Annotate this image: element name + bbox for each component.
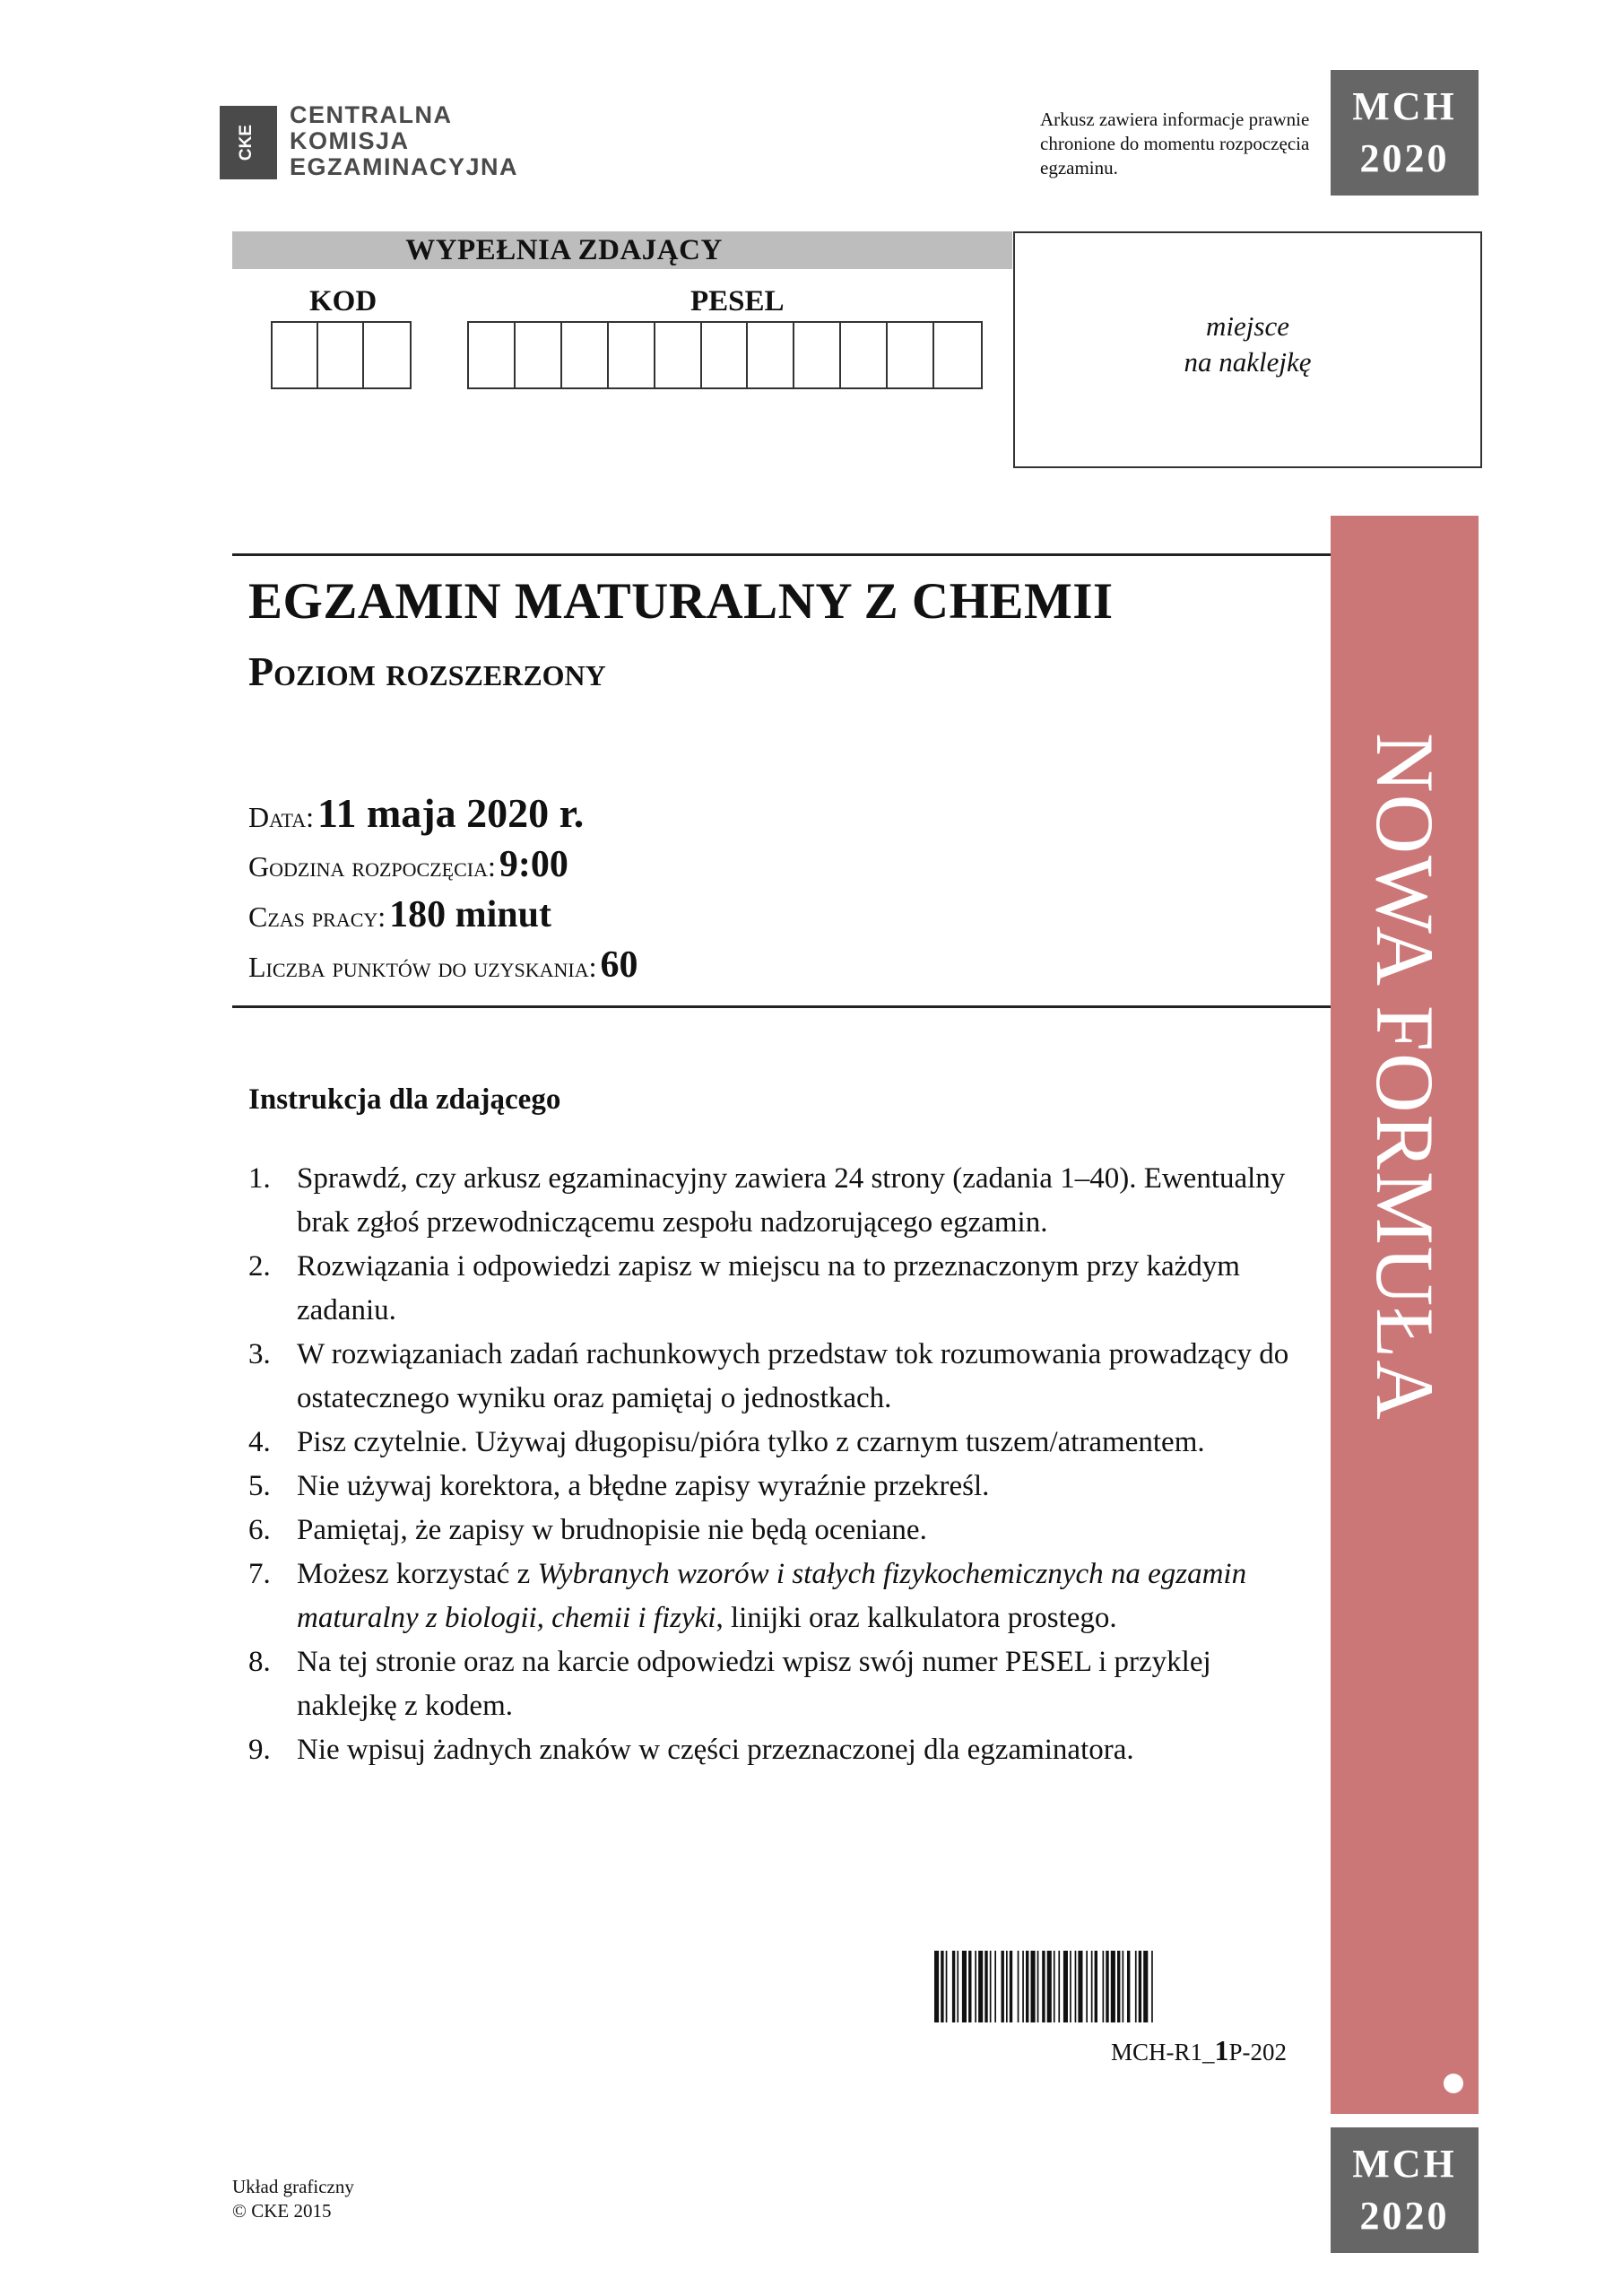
barcode-bar — [1018, 1951, 1019, 2022]
divider-bottom — [232, 1005, 1331, 1008]
barcode-bar — [1070, 1951, 1071, 2022]
barcode-text — [932, 2034, 1287, 2067]
barcode-bar — [934, 1951, 939, 2022]
instruction-number: 5. — [248, 1470, 271, 1502]
side-band-dot — [1444, 2074, 1463, 2093]
side-band-label — [1331, 516, 1479, 2114]
instruction-number: 8. — [248, 1646, 271, 1678]
instruction-text-italic: Wybranych wzorów i stałych fizykochemicznych na egzamin maturalny z biologii, chemii i fizyki — [297, 1558, 1247, 1634]
cke-logo-icon — [220, 106, 277, 179]
barcode-bar — [990, 1951, 992, 2022]
pesel-cell[interactable] — [888, 323, 934, 387]
barcode-bar — [1042, 1951, 1045, 2022]
exam-title: EGZAMIN MATURALNY Z CHEMII — [248, 573, 1114, 630]
barcode-bar — [1031, 1951, 1036, 2022]
instruction-item — [248, 1728, 1315, 1772]
barcode-code-prefix: MCH-R1_ — [1110, 2039, 1215, 2066]
barcode-bar — [1103, 1951, 1105, 2022]
pesel-cell[interactable] — [609, 323, 655, 387]
instruction-number: 4. — [248, 1426, 271, 1458]
instruction-item — [248, 1333, 1315, 1421]
instruction-text: Nie wpisuj żadnych znaków w części przeznaczonej dla egzaminatora. — [297, 1734, 1134, 1766]
instructions-heading: Instrukcja dla zdającego — [248, 1083, 561, 1116]
barcode-bar — [1139, 1951, 1141, 2022]
meta-points-label: Liczba punktów do uzyskania: — [248, 951, 597, 983]
barcode-bar — [952, 1951, 955, 2022]
barcode-bar — [1151, 1951, 1153, 2022]
meta-points — [248, 944, 638, 987]
barcode-bar — [941, 1951, 943, 2022]
pesel-cell[interactable] — [469, 323, 516, 387]
barcode-code-big: 1 — [1214, 2034, 1229, 2066]
header-note: Arkusz zawiera informacje prawnie chronione do momentu rozpoczęcia egzaminu. — [1040, 109, 1310, 178]
instruction-number: 3. — [248, 1338, 271, 1370]
logo-line-3: EGZAMINACYJNA — [290, 153, 519, 180]
instruction-text: Sprawdź, czy arkusz egzaminacyjny zawiera 24 strony (zadania 1–40). Ewentualny brak zgłoś przewodniczącemu zespołu nadzorującego egzamin. — [297, 1162, 1286, 1239]
barcode-bar — [1143, 1951, 1148, 2022]
code-box-bottom — [1331, 2127, 1479, 2253]
barcode-bar — [1086, 1951, 1088, 2022]
instructions-list — [248, 1157, 1315, 1772]
barcode-bar — [968, 1951, 971, 2022]
meta-start-value: 9:00 — [499, 844, 568, 885]
instruction-text-before: Możesz korzystać z — [297, 1558, 538, 1590]
barcode-bar — [1026, 1951, 1028, 2022]
barcode-bar — [994, 1951, 996, 2022]
meta-date-value: 11 maja 2020 r. — [317, 790, 585, 836]
meta-date — [248, 789, 584, 837]
barcode-bar — [1135, 1951, 1137, 2022]
barcode-bar — [975, 1951, 976, 2022]
code-box-subject: MCH — [1352, 84, 1457, 128]
pesel-label: PESEL — [690, 285, 785, 317]
kod-input-cells[interactable] — [271, 321, 412, 389]
pesel-cell[interactable] — [702, 323, 749, 387]
pesel-cell[interactable] — [516, 323, 562, 387]
barcode-bar — [1078, 1951, 1082, 2022]
instruction-item — [248, 1465, 1315, 1509]
sticker-line-1: miejsce — [1206, 310, 1289, 342]
barcode-bar — [1095, 1951, 1097, 2022]
barcode-bar — [1111, 1951, 1115, 2022]
code-box-year: 2020 — [1359, 2194, 1450, 2238]
meta-start — [248, 843, 568, 886]
footer — [232, 2175, 354, 2223]
barcode-bar — [1123, 1951, 1124, 2022]
instruction-text: Rozwiązania i odpowiedzi zapisz w miejscu na to przeznaczonym przy każdym zadaniu. — [297, 1250, 1240, 1326]
meta-date-label: Data: — [248, 801, 315, 833]
instruction-number: 6. — [248, 1514, 271, 1546]
code-box-top — [1331, 70, 1479, 196]
instruction-item — [248, 1552, 1315, 1640]
instruction-text-after: , linijki oraz kalkulatora prostego. — [716, 1602, 1117, 1634]
meta-points-value: 60 — [600, 944, 638, 986]
meta-time-label: Czas pracy: — [248, 900, 386, 933]
barcode-bar — [1002, 1951, 1004, 2022]
kod-cell[interactable] — [364, 323, 410, 387]
meta-time-value: 180 minut — [389, 894, 552, 935]
barcode-bar — [1117, 1951, 1120, 2022]
pesel-cell[interactable] — [934, 323, 981, 387]
barcode-icon — [932, 1951, 1287, 2022]
barcode-bar — [957, 1951, 958, 2022]
barcode-bar — [978, 1951, 983, 2022]
pesel-input-cells[interactable] — [467, 321, 983, 389]
instruction-item — [248, 1421, 1315, 1465]
instruction-text: Na tej stronie oraz na karcie odpowiedzi wpisz swój numer PESEL i przyklej naklejkę z kodem. — [297, 1646, 1211, 1722]
barcode-bar — [1022, 1951, 1024, 2022]
instruction-number: 1. — [248, 1162, 271, 1195]
instruction-text: Nie używaj korektora, a błędne zapisy wyraźnie przekreśl. — [297, 1470, 990, 1502]
logo-line-1: CENTRALNA — [290, 101, 453, 128]
barcode-bar — [1063, 1951, 1068, 2022]
meta-start-label: Godzina rozpoczęcia: — [248, 850, 496, 883]
pesel-cell[interactable] — [794, 323, 841, 387]
barcode-bar — [1054, 1951, 1055, 2022]
divider-top — [232, 553, 1331, 556]
pesel-cell[interactable] — [841, 323, 888, 387]
barcode-bar — [1047, 1951, 1052, 2022]
pesel-cell[interactable] — [748, 323, 794, 387]
instruction-number: 7. — [248, 1558, 271, 1590]
barcode-bar — [1010, 1951, 1012, 2022]
barcode-bar — [1106, 1951, 1108, 2022]
instruction-item — [248, 1245, 1315, 1333]
code-box-subject: MCH — [1352, 2142, 1457, 2186]
cke-logo-mark-text: CKE — [237, 124, 256, 161]
barcode-bar — [946, 1951, 948, 2022]
pesel-cell[interactable] — [562, 323, 609, 387]
instruction-text: Pisz czytelnie. Używaj długopisu/pióra tylko z czarnym tuszem/atramentem. — [297, 1426, 1205, 1458]
barcode-bar — [984, 1951, 987, 2022]
instruction-number: 9. — [248, 1734, 271, 1766]
meta-time — [248, 893, 551, 936]
sticker-text — [1013, 309, 1482, 380]
kod-label: KOD — [309, 285, 377, 317]
barcode-bar — [1127, 1951, 1130, 2022]
exam-level: Poziom rozszerzony — [248, 648, 606, 694]
kod-cell[interactable] — [318, 323, 364, 387]
instruction-text: Pamiętaj, że zapisy w brudnopisie nie będą oceniane. — [297, 1514, 927, 1546]
instruction-item — [248, 1157, 1315, 1245]
pesel-cell[interactable] — [655, 323, 702, 387]
barcode-bar — [1058, 1951, 1060, 2022]
barcode-code-suffix: P-202 — [1228, 2039, 1287, 2066]
instruction-text: W rozwiązaniach zadań rachunkowych przedstaw tok rozumowania prowadzący do ostatecznego wyniku oraz pamiętaj o jednostkach. — [297, 1338, 1289, 1414]
logo-line-2: KOMISJA — [290, 127, 410, 154]
sticker-line-2: na naklejkę — [1184, 346, 1312, 378]
barcode-bar — [962, 1951, 967, 2022]
kod-cell[interactable] — [273, 323, 318, 387]
barcode-bar — [1091, 1951, 1093, 2022]
cke-logo-text — [290, 102, 577, 180]
instruction-item — [248, 1640, 1315, 1728]
footer-line-1: Układ graficzny — [232, 2176, 354, 2197]
barcode-bar — [1075, 1951, 1077, 2022]
barcode-bar — [1006, 1951, 1008, 2022]
fill-section-title: WYPEŁNIA ZDAJĄCY — [405, 234, 723, 266]
footer-line-2: © CKE 2015 — [232, 2200, 332, 2222]
side-band-text: NOWA FORMUŁA — [1358, 733, 1451, 1422]
instruction-item — [248, 1509, 1315, 1552]
code-box-year: 2020 — [1359, 136, 1450, 180]
instruction-number: 2. — [248, 1250, 271, 1283]
barcode-bar — [1037, 1951, 1039, 2022]
